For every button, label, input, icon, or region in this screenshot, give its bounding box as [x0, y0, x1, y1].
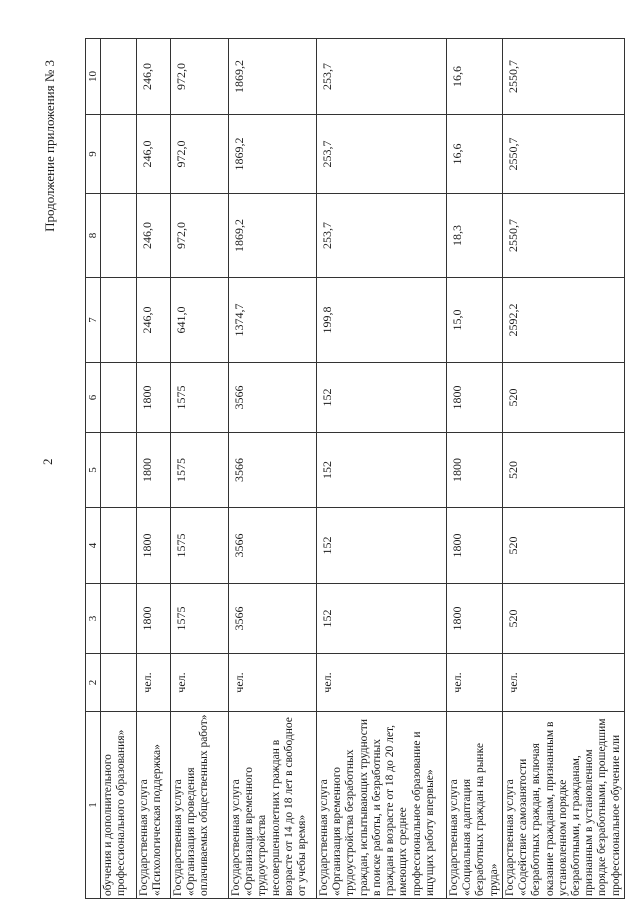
unit-cell: чел.	[137, 654, 171, 712]
value-cell: 246,0	[137, 194, 171, 278]
value-cell: 1800	[137, 433, 171, 508]
column-numbers-row	[86, 39, 101, 899]
value-cell: 246,0	[137, 39, 171, 115]
value-cell: 253,7	[317, 39, 447, 115]
value-cell: 1374,7	[229, 278, 317, 363]
unit-cell: чел.	[317, 654, 447, 712]
value-cell: 520	[502, 584, 624, 654]
column-number: 10	[86, 39, 101, 115]
value-cell: 1575	[171, 584, 229, 654]
value-cell: 1575	[171, 508, 229, 584]
value-cell: 15,0	[447, 278, 503, 363]
value-cell: 152	[317, 433, 447, 508]
column-number: 4	[86, 508, 101, 584]
value-cell: 2550,7	[502, 39, 624, 115]
value-cell: 972,0	[171, 194, 229, 278]
service-name-cell: Государственная услуга «Содействие самозанятости безработных граждан, включая оказание гражданам, признанным в установленном порядке безработными, и гражданам, признанным в установленном порядке безработными, прошедшим профессиональное обучение или	[502, 712, 624, 899]
value-cell	[101, 39, 137, 115]
value-cell: 16,6	[447, 39, 503, 115]
service-name-cell: Государственная услуга «Психологическая поддержка»	[137, 712, 171, 899]
value-cell: 253,7	[317, 115, 447, 194]
unit-cell: чел.	[229, 654, 317, 712]
value-cell: 246,0	[137, 278, 171, 363]
column-number: 3	[86, 584, 101, 654]
value-cell	[101, 508, 137, 584]
value-cell: 16,6	[447, 115, 503, 194]
value-cell: 641,0	[171, 278, 229, 363]
value-cell	[101, 194, 137, 278]
value-cell: 1869,2	[229, 115, 317, 194]
table-row	[229, 39, 317, 899]
value-cell: 3566	[229, 584, 317, 654]
value-cell: 520	[502, 508, 624, 584]
value-cell: 2550,7	[502, 115, 624, 194]
column-number: 8	[86, 194, 101, 278]
value-cell: 1800	[137, 508, 171, 584]
service-name-cell: Государственная услуга «Социальная адаптация безработных граждан на рынке труда»	[447, 712, 503, 899]
column-number: 9	[86, 115, 101, 194]
value-cell: 2592,2	[502, 278, 624, 363]
value-cell: 152	[317, 508, 447, 584]
column-number: 2	[86, 654, 101, 712]
value-cell: 1800	[447, 363, 503, 433]
value-cell: 1800	[447, 584, 503, 654]
value-cell: 1800	[447, 508, 503, 584]
table-row	[137, 39, 171, 899]
value-cell: 520	[502, 363, 624, 433]
column-number: 6	[86, 363, 101, 433]
value-cell: 152	[317, 363, 447, 433]
unit-cell: чел.	[447, 654, 503, 712]
service-name-cell: Государственная услуга «Организация временного трудоустройства безработных граждан, испытывающих трудности в поиске работы, и безработных граждан в возрасте от 18 до 20 лет, имеющих среднее профессиональное образование и ищущих работу впервые»	[317, 712, 447, 899]
table-row	[447, 39, 503, 899]
value-cell: 1800	[447, 433, 503, 508]
value-cell	[101, 278, 137, 363]
value-cell: 3566	[229, 363, 317, 433]
service-name-cell: Государственная услуга «Организация проведения оплачиваемых общественных работ»	[171, 712, 229, 899]
unit-cell	[101, 654, 137, 712]
value-cell: 3566	[229, 508, 317, 584]
column-number: 1	[86, 712, 101, 899]
value-cell: 972,0	[171, 39, 229, 115]
service-name-cell: Государственная услуга «Организация временного трудоустройства несовершеннолетних граждан в возрасте от 14 до 18 лет в свободное от учебы время»	[229, 712, 317, 899]
value-cell: 2550,7	[502, 194, 624, 278]
value-cell: 1575	[171, 363, 229, 433]
table-row	[317, 39, 447, 899]
unit-cell: чел.	[502, 654, 624, 712]
value-cell: 972,0	[171, 115, 229, 194]
unit-cell: чел.	[171, 654, 229, 712]
table-row	[502, 39, 624, 899]
value-cell: 1800	[137, 584, 171, 654]
budget-table	[85, 38, 625, 899]
column-number: 7	[86, 278, 101, 363]
continuation-caption: Продолжение приложения № 3	[42, 60, 57, 232]
value-cell	[101, 584, 137, 654]
value-cell: 18,3	[447, 194, 503, 278]
value-cell: 199,8	[317, 278, 447, 363]
page-number: 2	[40, 458, 55, 465]
column-number: 5	[86, 433, 101, 508]
value-cell: 152	[317, 584, 447, 654]
service-name-cell: обучения и дополнительного профессионального образования»	[101, 712, 137, 899]
value-cell	[101, 433, 137, 508]
value-cell: 1869,2	[229, 194, 317, 278]
value-cell: 1800	[137, 363, 171, 433]
table-row	[171, 39, 229, 899]
value-cell: 1575	[171, 433, 229, 508]
value-cell	[101, 363, 137, 433]
value-cell	[101, 115, 137, 194]
value-cell: 246,0	[137, 115, 171, 194]
value-cell: 1869,2	[229, 39, 317, 115]
table-row	[101, 39, 137, 899]
value-cell: 520	[502, 433, 624, 508]
value-cell: 3566	[229, 433, 317, 508]
value-cell: 253,7	[317, 194, 447, 278]
